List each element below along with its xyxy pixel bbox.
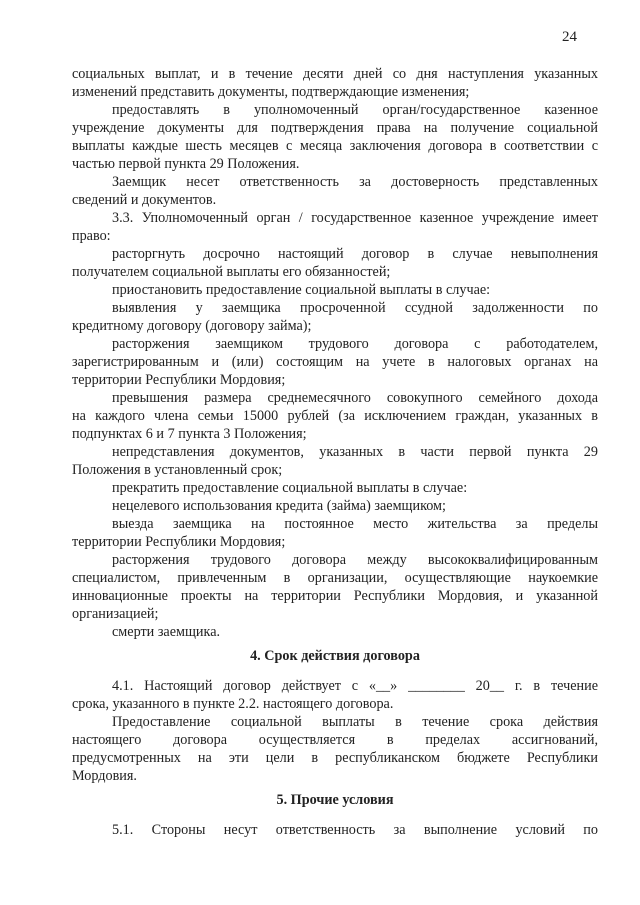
text-line: выезда заемщика на постоянное место жительства за пределы <box>112 516 598 532</box>
document-body <box>72 65 598 839</box>
text-line: превышения размера среднемесячного совокупного семейного дохода <box>112 390 598 406</box>
text-line: настоящего договора осуществляется в пределах ассигнований, <box>72 732 598 748</box>
text-line: Предоставление социальной выплаты в течение срока действия <box>112 714 598 730</box>
text-line: расторгнуть досрочно настоящий договор в случае невыполнения <box>112 246 598 262</box>
text-line: расторжения заемщиком трудового договора с работодателем, <box>112 336 598 352</box>
text-line: право: <box>72 228 111 244</box>
text-line: частью первой пункта 29 Положения. <box>72 156 300 172</box>
text-line: 3.3. Уполномоченный орган / государственное казенное учреждение имеет <box>112 210 598 226</box>
text-line: смерти заемщика. <box>112 624 221 640</box>
text-line: выявления у заемщика просроченной ссудной задолженности по <box>112 300 598 316</box>
text-line: выплаты каждые шесть месяцев с месяца заключения договора в соответствии с <box>72 138 598 154</box>
text-line: организацией; <box>72 606 159 622</box>
text-line: Положения в установленный срок; <box>72 462 283 478</box>
text-line: прекратить предоставление социальной выплаты в случае: <box>112 480 468 496</box>
text-line: социальных выплат, и в течение десяти дней со дня наступления указанных <box>72 66 598 82</box>
text-line: получателем социальной выплаты его обязанностей; <box>72 264 391 280</box>
text-line: сведений и документов. <box>72 192 217 208</box>
text-line: кредитному договору (договору займа); <box>72 318 312 334</box>
text-line: 4.1. Настоящий договор действует с «__» ________ 20__ г. в течение <box>112 678 598 694</box>
text-line: инновационные проекты на территории Республики Мордовия, и указанной <box>72 588 598 604</box>
text-line: зарегистрированным и (или) состоящим на учете в налоговых органах на <box>72 354 598 370</box>
text-line: предусмотренных на эти цели в республиканском бюджете Республики <box>72 750 598 766</box>
page-number: 24 <box>562 29 577 45</box>
section-heading: 5. Прочие условия <box>276 792 394 808</box>
section-heading: 4. Срок действия договора <box>250 648 420 664</box>
text-line: на каждого члена семьи 15000 рублей (за исключением граждан, указанных в <box>72 408 598 424</box>
text-line: нецелевого использования кредита (займа) заемщиком; <box>112 498 446 514</box>
text-line: учреждение документы для подтверждения права на получение социальной <box>72 120 598 136</box>
text-line: изменений представить документы, подтверждающие изменения; <box>72 84 470 100</box>
text-line: Мордовия. <box>72 768 137 784</box>
text-line: 5.1. Стороны несут ответственность за выполнение условий по <box>112 822 598 838</box>
text-line: срока, указанного в пункте 2.2. настоящего договора. <box>72 696 394 712</box>
text-line: предоставлять в уполномоченный орган/государственное казенное <box>112 102 598 118</box>
text-line: специалистом, привлеченным в организации, осуществляющие наукоемкие <box>72 570 598 586</box>
text-line: подпунктах 6 и 7 пункта 3 Положения; <box>72 426 307 442</box>
text-line: приостановить предоставление социальной выплаты в случае: <box>112 282 491 298</box>
text-line: территории Республики Мордовия; <box>72 372 286 388</box>
text-line: непредставления документов, указанных в части первой пункта 29 <box>112 444 598 460</box>
text-line: территории Республики Мордовия; <box>72 534 286 550</box>
text-line: Заемщик несет ответственность за достоверность представленных <box>112 174 598 190</box>
text-line: расторжения трудового договора между высококвалифицированным <box>112 552 598 568</box>
